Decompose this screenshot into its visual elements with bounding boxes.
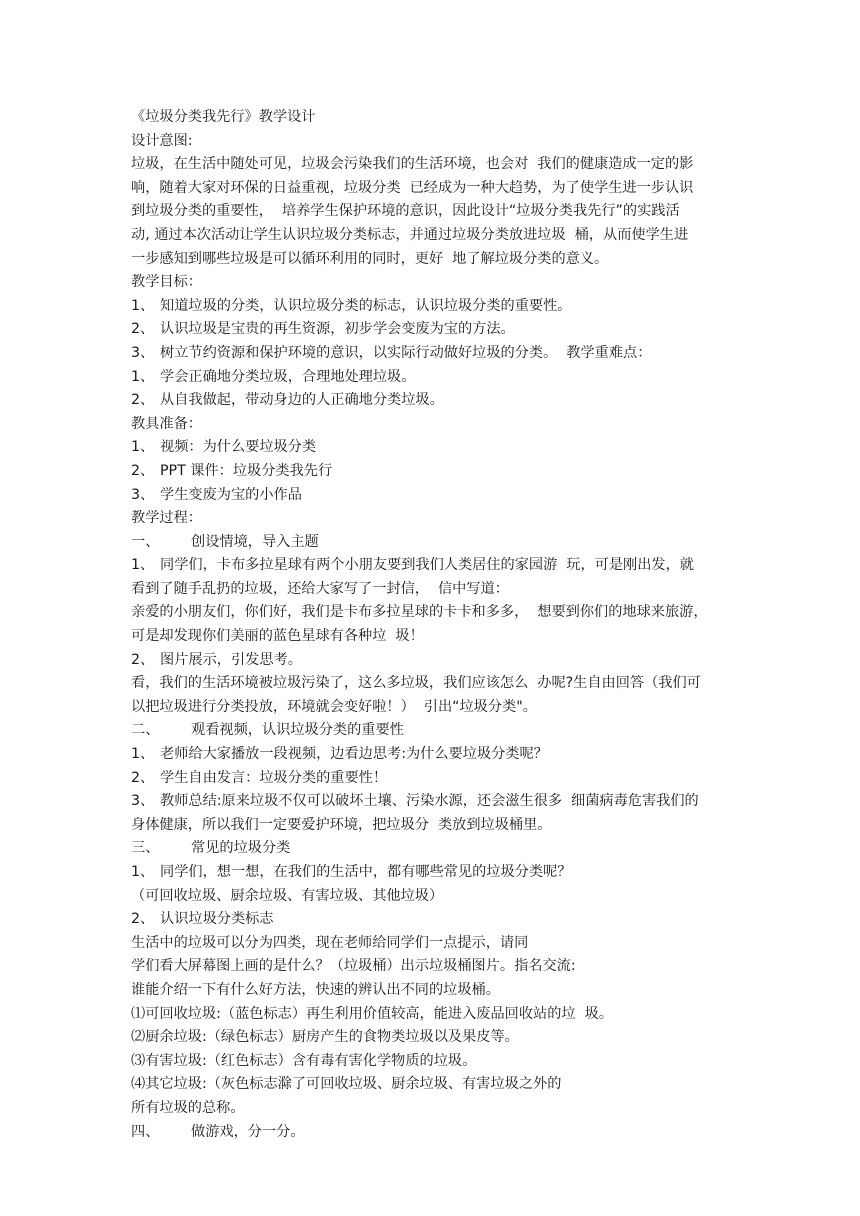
letter-line: 可是却发现你们美丽的蓝色星球有各种垃 圾！	[131, 628, 424, 645]
intent-line: 响，随着大家对环保的日益重视，垃圾分类 已经成为一种大趋势，为了使学生进一步认识	[131, 179, 694, 196]
material-text: 视频：为什么要垃圾分类	[160, 439, 317, 456]
step-text: 认识垃圾分类标志	[160, 911, 274, 928]
category-line: ⑷其它垃圾:（灰色标志滁了可回收垃圾、厨余垃圾、有害垃圾之外的	[131, 1076, 562, 1093]
section-heading	[131, 1121, 735, 1145]
section-heading	[131, 531, 735, 555]
goals-heading: 教学目标：	[131, 274, 202, 291]
step-text: 同学们，卡布多拉星球有两个小朋友要到我们人类居住的家园游 玩，可是刚出发，就	[160, 557, 694, 574]
goal-item	[131, 295, 735, 319]
body-line: 以把垃圾进行分类投放，环境就会变好啦！） 引出“垃圾分类"。	[131, 698, 537, 715]
keypoint-number: 2、	[131, 392, 155, 409]
material-number: 3、	[131, 486, 155, 503]
step-number: 3、	[131, 793, 155, 810]
intent-line: 一步感知到哪些垃圾是可以循环利用的同时，更好 地了解垃圾分类的意义。	[131, 250, 609, 267]
goal-number: 1、	[131, 297, 155, 314]
keypoint-text: 学会正确地分类垃圾，合理地处理垃圾。	[160, 368, 416, 385]
answer-line: （可回收垃圾、厨余垃圾、有害垃圾、其他垃圾）	[131, 887, 444, 904]
document-title: 《垃圾分类我先行》教学设计	[131, 109, 316, 125]
section-title: 常见的垃圾分类	[191, 840, 291, 857]
material-item	[131, 460, 735, 484]
intent-line: 动, 通过本次活动让学生认识垃圾分类标志，并通过垃圾分类放进垃圾 桶，从而使学生进	[131, 226, 689, 243]
goal-item	[131, 318, 735, 342]
intent-line: 垃圾，在生活中随处可见，垃圾会污染我们的生活环境，也会对 我们的健康造成一定的影	[131, 156, 694, 173]
section-heading	[131, 837, 735, 861]
step-text: 图片展示，引发思考。	[160, 651, 302, 668]
material-number: 2、	[131, 462, 155, 479]
section-number: 三、	[131, 840, 160, 857]
category-line: ⑶有害垃圾:（红色标志）含有毒有害化学物质的垃圾。	[131, 1052, 477, 1069]
step-text: 同学们，想一想，在我们的生活中，都有哪些常见的垃圾分类呢？	[160, 864, 572, 880]
step-item	[131, 649, 735, 673]
section-number: 四、	[131, 1123, 160, 1140]
step-number: 1、	[131, 557, 155, 574]
body-line: 谁能介绍一下有什么好方法，快速的辨认出不同的垃圾桶。	[131, 981, 500, 998]
letter-line: 亲爱的小朋友们，你们好，我们是卡布多拉星球的卡卡和多多， 想要到你们的地球来旅游，	[131, 604, 708, 621]
intent-heading: 设计意图:	[131, 132, 193, 149]
step-text-continued: 看到了随手乱扔的垃圾，还给大家写了一封信， 信中写道：	[131, 580, 509, 597]
goal-number: 2、	[131, 321, 155, 338]
goal-number: 3、	[131, 344, 155, 361]
materials-heading: 教具准备：	[131, 415, 202, 432]
step-item	[131, 554, 735, 578]
category-line: 所有垃圾的总称。	[131, 1099, 245, 1116]
keypoint-number: 1、	[131, 368, 155, 385]
step-item	[131, 908, 735, 932]
step-number: 1、	[131, 864, 155, 880]
keypoint-text: 从自我做起，带动身边的人正确地分类垃圾。	[160, 392, 444, 409]
step-item	[131, 767, 735, 791]
step-item	[131, 743, 735, 767]
keypoint-item	[131, 389, 735, 413]
goal-item	[131, 342, 735, 366]
material-item	[131, 436, 735, 460]
step-text: 教师总结:原来垃圾不仅可以破坏土壤、污染水源，还会滋生很多 细菌病毒危害我们的	[160, 793, 699, 810]
intent-line: 到垃圾分类的重要性， 培养学生保护环境的意识，因此设计“垃圾分类我先行”的实践活	[131, 203, 680, 220]
step-number: 1、	[131, 746, 155, 763]
goal-text: 知道垃圾的分类，认识垃圾分类的标志，认识垃圾分类的重要性。	[160, 297, 572, 314]
section-title: 做游戏，分一分。	[191, 1123, 305, 1140]
body-line: 学们看大屏幕图上画的是什么？（垃圾桶）出示垃圾桶图片。指名交流:	[131, 958, 576, 975]
section-heading	[131, 719, 735, 743]
section-title: 观看视频，认识垃圾分类的重要性	[191, 722, 404, 739]
goal-text: 认识垃圾是宝贵的再生资源，初步学会变废为宝的方法。	[160, 321, 515, 338]
material-text: PPT 课件：垃圾分类我先行	[160, 462, 333, 479]
step-text: 老师给大家播放一段视频，边看边思考:为什么要垃圾分类呢？	[160, 746, 548, 763]
body-line: 看，我们的生活环境被垃圾污染了，这么多垃圾，我们应该怎么 办呢?生自由回答（我们可	[131, 675, 701, 692]
body-line: 生活中的垃圾可以分为四类，现在老师给同学们一点提示，请同	[131, 934, 529, 951]
step-text: 学生自由发言：垃圾分类的重要性！	[160, 769, 388, 786]
step-number: 2、	[131, 651, 155, 668]
keypoint-item	[131, 366, 735, 390]
section-number: 二、	[131, 722, 160, 739]
step-item	[131, 790, 735, 814]
process-heading: 教学过程：	[131, 510, 202, 527]
material-text: 学生变废为宝的小作品	[160, 486, 302, 503]
category-line: ⑴可回收垃圾:（蓝色标志）再生利用价值较高，能进入废品回收站的垃 圾。	[131, 1005, 613, 1022]
step-item	[131, 861, 735, 885]
step-text-continued: 身体健康，所以我们一定要爱护环境，把垃圾分 类放到垃圾桶里。	[131, 816, 552, 833]
material-item	[131, 484, 735, 508]
section-title: 创设情境，导入主题	[191, 533, 319, 550]
step-number: 2、	[131, 769, 155, 786]
material-number: 1、	[131, 439, 155, 456]
category-line: ⑵厨余垃圾:（绿色标志）厨房产生的食物类垃圾以及果皮等。	[131, 1029, 519, 1046]
section-number: 一、	[131, 533, 160, 550]
goal-text: 树立节约资源和保护环境的意识，以实际行动做好垃圾的分类。 教学重难点：	[160, 344, 652, 361]
document-page	[131, 106, 735, 1144]
step-number: 2、	[131, 911, 155, 928]
